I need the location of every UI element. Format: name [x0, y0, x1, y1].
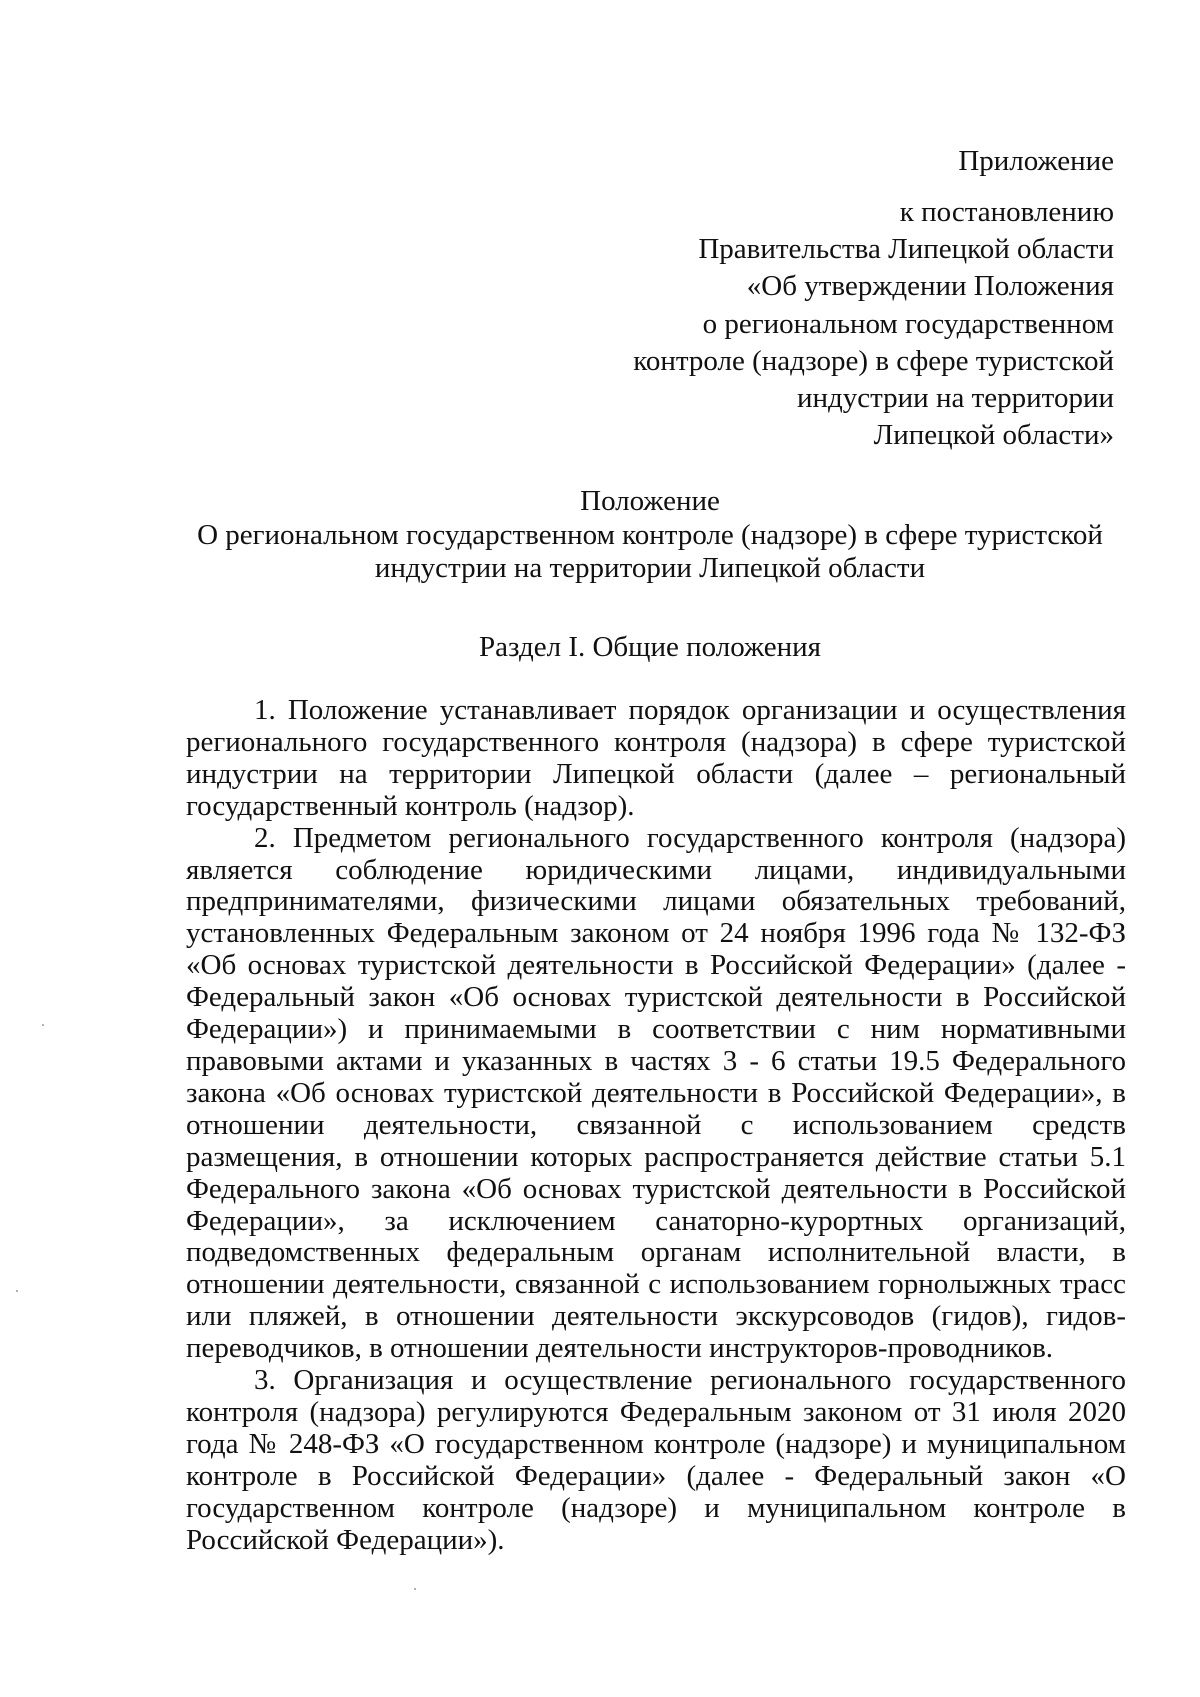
- scan-artifact: [16, 1290, 18, 1292]
- annex-reference-line: контроле (надзоре) в сфере туристской: [633, 344, 1114, 377]
- scan-artifact: [42, 1024, 44, 1026]
- annex-reference-line: Липецкой области»: [873, 419, 1114, 452]
- paragraph-2: 2. Предметом регионального государственного контроля (надзора) является соблюдение юридическими лицами, индивидуальными предпринимателями, физическими лицами обязательных требований, установленных Федеральным законом от 24 ноября 1996 года № 132-ФЗ «Об основах туристской деятельности в Российской Федерации» (далее - Федеральный закон «Об основах туристской деятельности в Российской Федерации») и принимаемыми в соответствии с ним нормативными правовыми актами и указанных в частях 3 - 6 статьи 19.5 Федерального закона «Об основах туристской деятельности в Российской Федерации», в отношении деятельности, связанной с использованием средств размещения, в отношении которых распространяется действие статьи 5.1 Федерального закона «Об основах туристской деятельности в Российской Федерации», за исключением санаторно-курортных организаций, подведомственных федеральным органам исполнительной власти, в отношении деятельности, связанной с использованием горнолыжных трасс или пляжей, в отношении деятельности экскурсоводов (гидов), гидов-переводчиков, в отношении деятельности инструкторов-проводников.: [186, 821, 1126, 1365]
- annex-reference: [354, 194, 1114, 454]
- document-heading: [186, 485, 1114, 586]
- annex-title: Приложение: [958, 145, 1114, 177]
- paragraph-3: 3. Организация и осуществление регионального государственного контроля (надзора) регулируются Федеральным законом от 31 июля 2020 года № 248-ФЗ «О государственном контроле (надзоре) и муниципальном контроле в Российской Федерации» (далее - Федеральный закон «О государственном контроле (надзоре) и муниципальном контроле в Российской Федерации»).: [186, 1364, 1126, 1556]
- heading-line: О региональном государственном контроле (надзоре) в сфере туристской: [197, 518, 1103, 551]
- heading-line: индустрии на территории Липецкой области: [374, 552, 926, 584]
- document-body: [186, 695, 1126, 1556]
- annex-reference-line: о региональном государственном: [702, 307, 1114, 340]
- section-title: Раздел I. Общие положения: [479, 631, 821, 663]
- scan-artifact: [414, 1588, 416, 1590]
- heading-line: Положение: [580, 485, 720, 517]
- annex-reference-line: Правительства Липецкой области: [698, 233, 1114, 266]
- annex-reference-line: индустрии на территории: [796, 382, 1114, 415]
- annex-reference-line: «Об утверждении Положения: [746, 270, 1114, 303]
- annex-reference-line: к постановлению: [899, 196, 1114, 228]
- paragraph-1: 1. Положение устанавливает порядок организации и осуществления регионального государственного контроля (надзора) в сфере туристской индустрии на территории Липецкой области (далее – региональный государственный контроль (надзор).: [186, 694, 1126, 822]
